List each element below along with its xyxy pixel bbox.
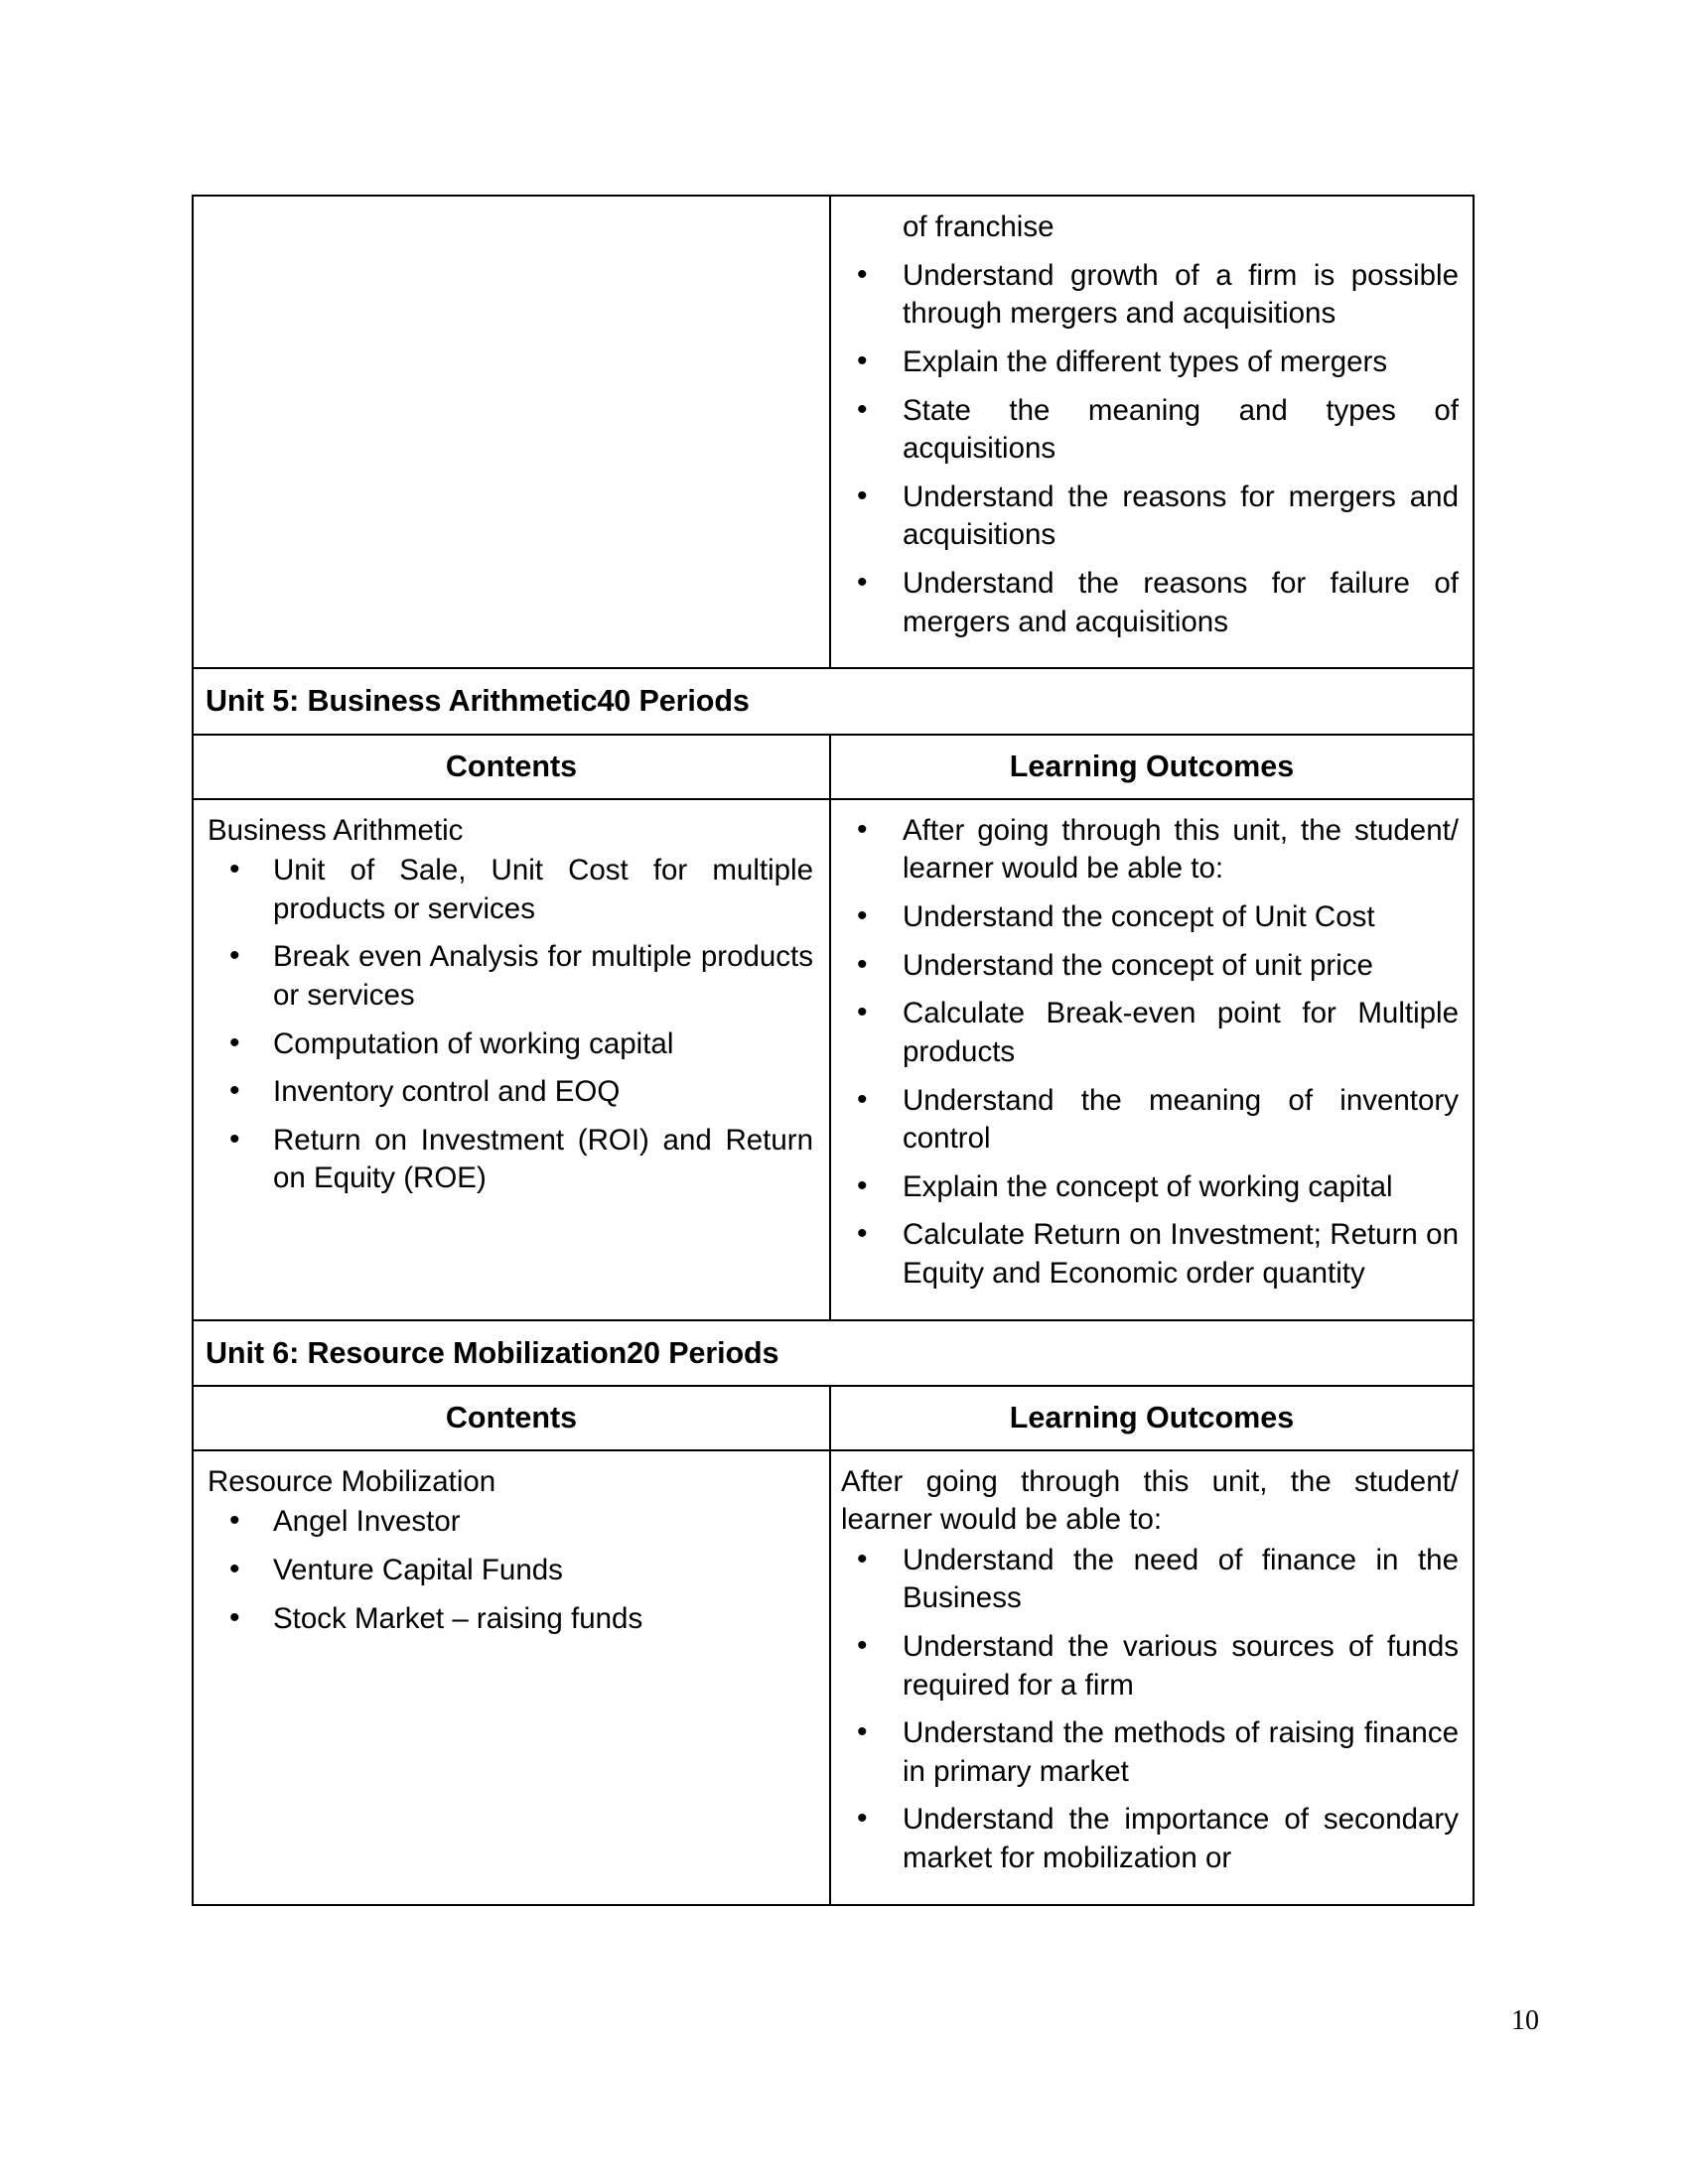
continued-outcomes-body (831, 197, 1473, 667)
unit6-contents-body (194, 1451, 829, 1654)
column-header-contents: Contents (445, 1400, 578, 1434)
continued-contents-cell (193, 196, 830, 668)
unit5-contents-header-cell (193, 735, 830, 799)
list-item: • Understand growth of a firm is possible through mergers and acquisitions (841, 257, 1459, 334)
unit5-banner-cell (193, 668, 1474, 734)
unit5-contents-lead: Business Arithmetic (208, 813, 464, 847)
unit5-contents-body (194, 800, 829, 1214)
unit6-outcomes-header-cell (830, 1386, 1474, 1450)
unit6-contents-lead: Resource Mobilization (208, 1464, 496, 1498)
list-item: • State the meaning and types of acquisitions (841, 392, 1459, 469)
unit6-contents-list (208, 1503, 813, 1638)
list-item: • Understand the various sources of funds required for a firm (841, 1628, 1459, 1705)
syllabus-table (192, 195, 1475, 1906)
continued-outcomes-cell (830, 196, 1474, 668)
list-item: • Return on Investment (ROI) and Return on Equity (ROE) (208, 1122, 813, 1198)
list-item: • Understand the methods of raising finance in primary market (841, 1714, 1459, 1791)
list-item: • Understand the importance of secondary market for mobilization or (841, 1801, 1459, 1877)
unit6-banner-title: Unit 6: Resource Mobilization20 Periods (206, 1335, 779, 1370)
table-row-unit6-body (193, 1450, 1474, 1905)
list-item: • Inventory control and EOQ (208, 1073, 813, 1112)
empty-contents-area (194, 197, 829, 224)
unit5-outcomes-list (841, 812, 1459, 1294)
list-item: • Explain the concept of working capital (841, 1168, 1459, 1207)
list-item: • Angel Investor (208, 1503, 813, 1542)
unit6-outcomes-body (831, 1451, 1473, 1904)
continued-outcomes-list (841, 257, 1459, 642)
column-header-contents: Contents (445, 749, 578, 783)
unit5-outcomes-header-cell (830, 735, 1474, 799)
unit5-contents-cell (193, 799, 830, 1320)
table-row-unit5-body (193, 799, 1474, 1320)
unit6-outcomes-lead: After going through this unit, the student/ learner would be able to: (841, 1464, 1459, 1537)
list-item: • Stock Market – raising funds (208, 1600, 813, 1639)
table-row-unit5-banner (193, 668, 1474, 734)
unit6-banner-cell (193, 1320, 1474, 1386)
list-item: • Understand the need of finance in the Business (841, 1542, 1459, 1618)
column-header-learning-outcomes: Learning Outcomes (1009, 1400, 1295, 1434)
unit6-contents-header-cell (193, 1386, 830, 1450)
page-number: 10 (1511, 2005, 1539, 2036)
list-item: • Understand the reasons for mergers and acquisitions (841, 478, 1459, 555)
unit5-outcomes-body (831, 800, 1473, 1319)
list-item: • Calculate Break-even point for Multiple products (841, 995, 1459, 1071)
unit5-contents-list (208, 852, 813, 1198)
list-item: • Understand the concept of unit price (841, 947, 1459, 986)
unit6-outcomes-cell (830, 1450, 1474, 1905)
unit5-banner-title: Unit 5: Business Arithmetic40 Periods (206, 684, 750, 719)
list-item: • Explain the different types of mergers (841, 343, 1459, 382)
list-item: • Unit of Sale, Unit Cost for multiple products or services (208, 852, 813, 928)
list-item: • Venture Capital Funds (208, 1552, 813, 1590)
list-item: • Break even Analysis for multiple products or services (208, 938, 813, 1015)
column-header-learning-outcomes: Learning Outcomes (1009, 749, 1295, 783)
unit6-contents-cell (193, 1450, 830, 1905)
list-item: • Understand the meaning of inventory control (841, 1082, 1459, 1159)
list-item: • Understand the reasons for failure of mergers and acquisitions (841, 565, 1459, 641)
table-row-unit5-headers (193, 735, 1474, 799)
continued-text-line: of franchise (903, 210, 1055, 243)
list-item: • Understand the concept of Unit Cost (841, 898, 1459, 937)
unit5-outcomes-cell (830, 799, 1474, 1320)
table-row-unit6-headers (193, 1386, 1474, 1450)
unit6-outcomes-list (841, 1542, 1459, 1878)
list-item: • After going through this unit, the student/ learner would be able to: (841, 812, 1459, 888)
list-item: • Computation of working capital (208, 1025, 813, 1064)
table-row-continued (193, 196, 1474, 668)
table-row-unit6-banner (193, 1320, 1474, 1386)
list-item: • Calculate Return on Investment; Return on Equity and Economic order quantity (841, 1216, 1459, 1293)
